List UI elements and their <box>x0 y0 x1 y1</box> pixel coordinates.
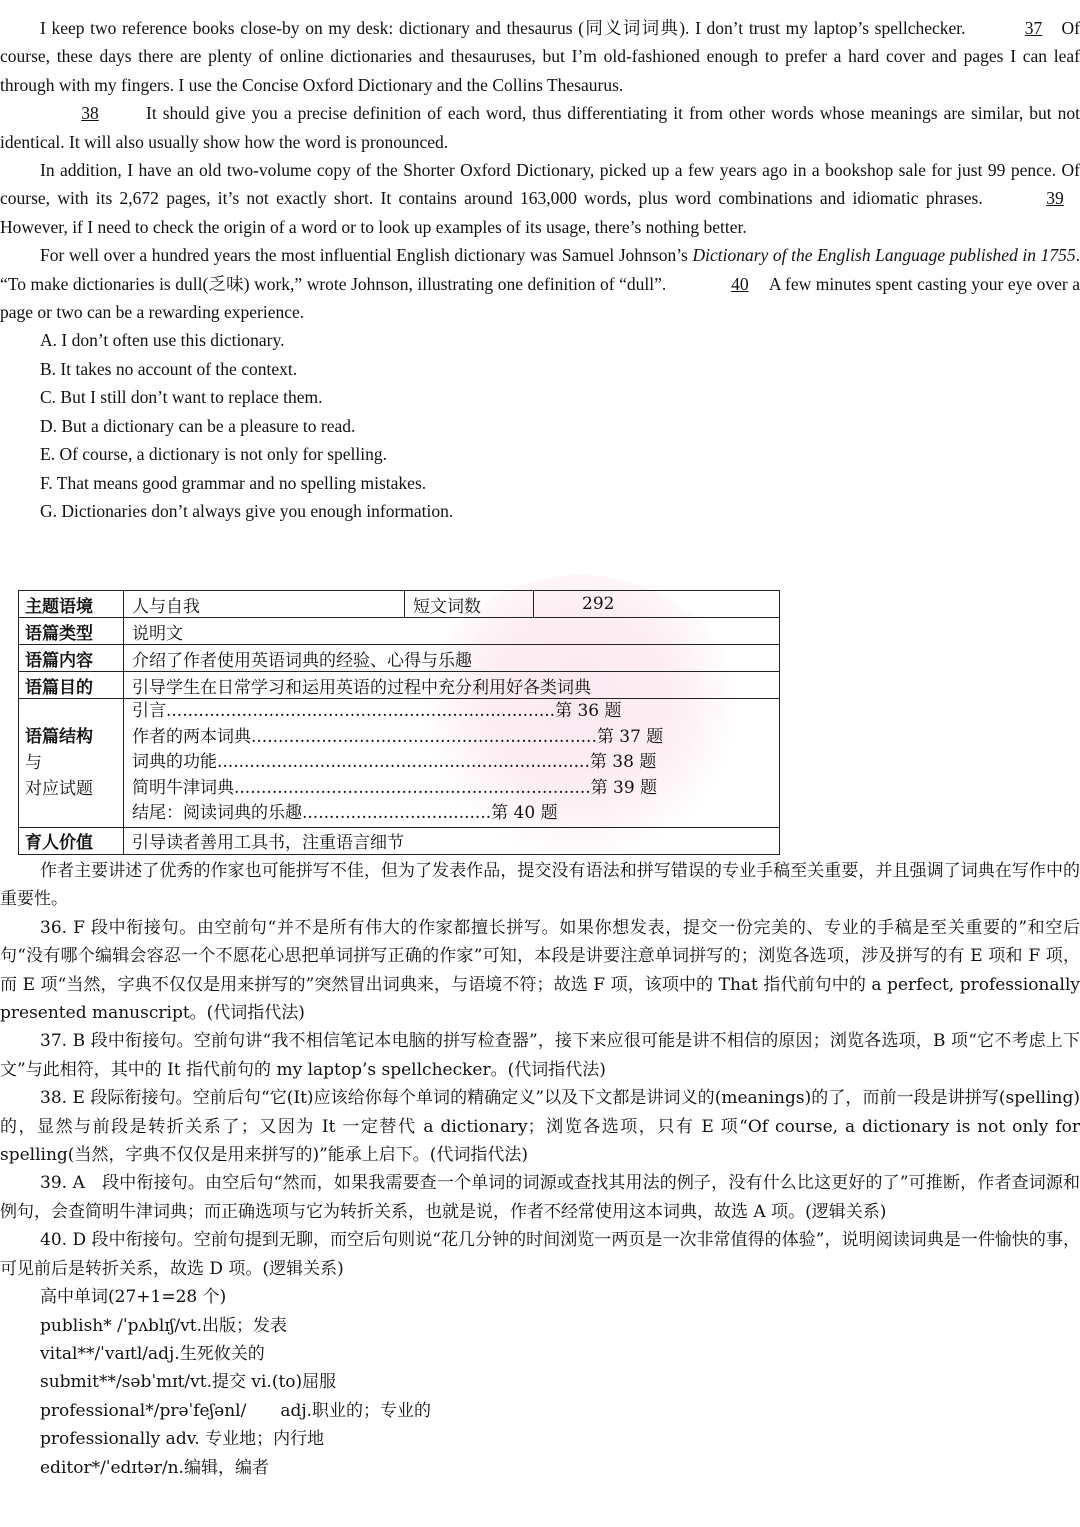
info-table <box>18 590 780 855</box>
vocab-list <box>0 1283 1080 1482</box>
type-key: 语篇类型 <box>19 618 124 645</box>
text: In addition, I have an old two-volume copy of the Shorter Oxford Dictionary, picked up a few years ago in a bookshop sale for just 99 pence. Of course, with its 2,672 pages, it’s not exactly short. It contains around 163,000 words, plus word combinations and idiomatic phrases. <box>0 160 1080 209</box>
purpose-key: 语篇目的 <box>19 672 124 699</box>
option-c: C. But I still don’t want to replace them. <box>40 387 323 408</box>
text: A few minutes spent casting your eye over a page or two can be a rewarding experience. <box>0 273 1080 323</box>
options-list <box>40 326 1080 525</box>
paragraph-1 <box>0 14 1080 99</box>
structure-key-line3: 对应试题 <box>25 778 93 799</box>
structure-label: 词典的功能 <box>132 752 217 773</box>
theme-key: 主题语境 <box>19 591 124 618</box>
leader-dots: .................................................................. <box>234 777 591 798</box>
value-value: 引导读者善用工具书，注重语言细节 <box>124 827 780 854</box>
paragraph-2 <box>0 99 1080 156</box>
paragraph-4 <box>0 241 1080 326</box>
text: For well over a hundred years the most influential English dictionary was Samuel Johnson’s <box>40 245 688 266</box>
structure-label: 作者的两本词典 <box>132 726 251 747</box>
structure-question: 第 40 题 <box>491 803 558 824</box>
analysis-39: 39. A 段中衔接句。由空后句“然而，如果我需要查一个单词的词源或查找其用法的例子，没有什么比这更好的了”可推断，作者查词源和例句，会查简明牛津词典；而正确选项与它为转折关系，也就是说，作者不经常使用这本词典，故选 A 项。(逻辑关系) <box>0 1173 1080 1222</box>
option-g: G. Dictionaries don’t always give you enough information. <box>40 500 454 521</box>
text: However, if I need to check the origin of a word or to look up examples of its usage, there’s nothing better. <box>0 216 747 237</box>
book-title: Dictionary of the English Language published in 1755 <box>692 245 1076 266</box>
structure-key-line2: 与 <box>25 752 42 773</box>
content-key: 语篇内容 <box>19 645 124 672</box>
option-b: B. It takes no account of the context. <box>40 358 298 379</box>
word-count-key: 短文词数 <box>405 591 534 618</box>
structure-label: 引言 <box>132 701 166 721</box>
structure-row <box>132 699 771 725</box>
option-e: E. Of course, a dictionary is not only for spelling. <box>40 444 388 465</box>
vocab-item: professional*/prəˈfeʃənl/ adj.职业的；专业的 <box>40 1400 432 1421</box>
blank-38: 38 <box>81 103 99 124</box>
vocab-title: 高中单词(27+1=28 个) <box>40 1287 227 1308</box>
vocab-item: submit**/səbˈmɪt/vt.提交 vi.(to)屈服 <box>40 1372 337 1393</box>
structure-key-line1: 语篇结构 <box>25 726 93 747</box>
paragraph-3 <box>0 156 1080 241</box>
structure-label: 简明牛津词典 <box>132 777 234 798</box>
content-value: 介绍了作者使用英语词典的经验、心得与乐趣 <box>124 645 780 672</box>
type-value: 说明文 <box>124 618 780 645</box>
option-f: F. That means good grammar and no spelling mistakes. <box>40 472 427 493</box>
structure-question: 第 38 题 <box>589 752 657 773</box>
vocab-item: vital**/ˈvaɪtl/adj.生死攸关的 <box>40 1343 265 1364</box>
theme-value: 人与自我 <box>124 591 405 618</box>
text: It should give you a precise definition of each word, thus differentiating it from other words whose meanings are similar, but not identical. It will also usually show how the word is pronounced. <box>0 103 1080 152</box>
structure-question: 第 39 题 <box>590 777 658 798</box>
analysis-40: 40. D 段中衔接句。空前句提到无聊，而空后句则说“花几分钟的时间浏览一两页是一次非常值得的体验”，说明阅读词典是一件愉快的事，可见前后是转折关系，故选 D 项。(逻辑关系) <box>0 1230 1080 1279</box>
value-key: 育人价值 <box>19 827 124 854</box>
purpose-value: 引导学生在日常学习和运用英语的过程中充分利用好各类词典 <box>124 672 780 699</box>
text: Of course, these days there are plenty of online dictionaries and thesauruses, but I’m old-fashioned enough to prefer a hard cover and pages I can leaf through with my fingers. I use the Concise Oxford Dictionary and the Collins Thesaurus. <box>0 18 1080 95</box>
analysis-36: 36. F 段中衔接句。由空前句“并不是所有伟大的作家都擅长拼写。如果你想发表，提交一份完美的、专业的手稿是至关重要的”和空后句“没有哪个编辑会容忍一个不愿花心思把单词拼写正确的作家”可知，本段是讲要注意单词拼写的；浏览各选项，涉及拼写的有 E 项和 F 项，而 E 项“当然，字典不仅仅是用来拼写的”突然冒出词典来，与语境不符；故选 F 项，该项中的 That 指代前句中的 a perfect, professionally presented manuscript。(代词指代法) <box>0 917 1080 1024</box>
vocab-item: editor*/ˈedɪtər/n.编辑，编者 <box>40 1457 269 1478</box>
leader-dots: ........................................................................ <box>166 701 556 721</box>
passage <box>0 14 1080 525</box>
blank-37: 37 <box>1024 18 1043 38</box>
analysis-38: 38. E 段际衔接句。空前后句“它(It)应该给你每个单词的精确定义”以及下文都是讲词义的(meanings)的了，而前一段是讲拼写(spelling)的，显然与前段是转折关系了；又因为 It 一定替代 a dictionary；浏览各选项，只有 E 项“Of course, a dictionary is not only for spelling(当然，字典不仅仅是用来拼写的)”能承上启下。(代词指代法) <box>0 1088 1080 1166</box>
leader-dots: ................................... <box>302 803 492 824</box>
text: . “To make dictionaries is dull(乏味) work,” wrote Johnson, illustrating one definition of “dull”. <box>0 245 1080 294</box>
answer-analysis <box>0 857 1080 1482</box>
text: I keep two reference books close-by on my desk: dictionary and thesaurus (同义词词典). I don’t trust my laptop’s spellchecker. <box>40 18 966 38</box>
structure-question: 第 36 题 <box>555 701 622 721</box>
vocab-item: publish* /ˈpʌblɪʃ/vt.出版；发表 <box>40 1315 287 1336</box>
structure-question: 第 37 题 <box>596 726 664 747</box>
leader-dots: ..................................................................... <box>217 752 590 773</box>
option-d: D. But a dictionary can be a pleasure to read. <box>40 415 356 436</box>
vocab-item: professionally adv. 专业地；内行地 <box>40 1429 325 1450</box>
word-count-value: 292 <box>534 591 780 618</box>
structure-value <box>124 699 780 828</box>
structure-row <box>132 801 771 827</box>
blank-40: 40 <box>731 273 749 294</box>
structure-label: 结尾：阅读词典的乐趣 <box>132 803 302 824</box>
analysis-37: 37. B 段中衔接句。空前句讲“我不相信笔记本电脑的拼写检查器”，接下来应很可能是讲不相信的原因；浏览各选项，B 项“它不考虑上下文”与此相符，其中的 It 指代前句的 my laptop’s spellchecker。(代词指代法) <box>0 1031 1080 1080</box>
analysis-intro: 作者主要讲述了优秀的作家也可能拼写不佳，但为了发表作品，提交没有语法和拼写错误的专业手稿至关重要，并且强调了词典在写作中的重要性。 <box>0 861 1080 910</box>
structure-key <box>19 699 124 828</box>
structure-row <box>132 776 771 802</box>
option-a: A. I don’t often use this dictionary. <box>40 330 285 351</box>
structure-row <box>132 750 771 776</box>
leader-dots: ................................................................ <box>251 726 597 747</box>
structure-row <box>132 725 771 751</box>
blank-39: 39 <box>1046 188 1064 209</box>
